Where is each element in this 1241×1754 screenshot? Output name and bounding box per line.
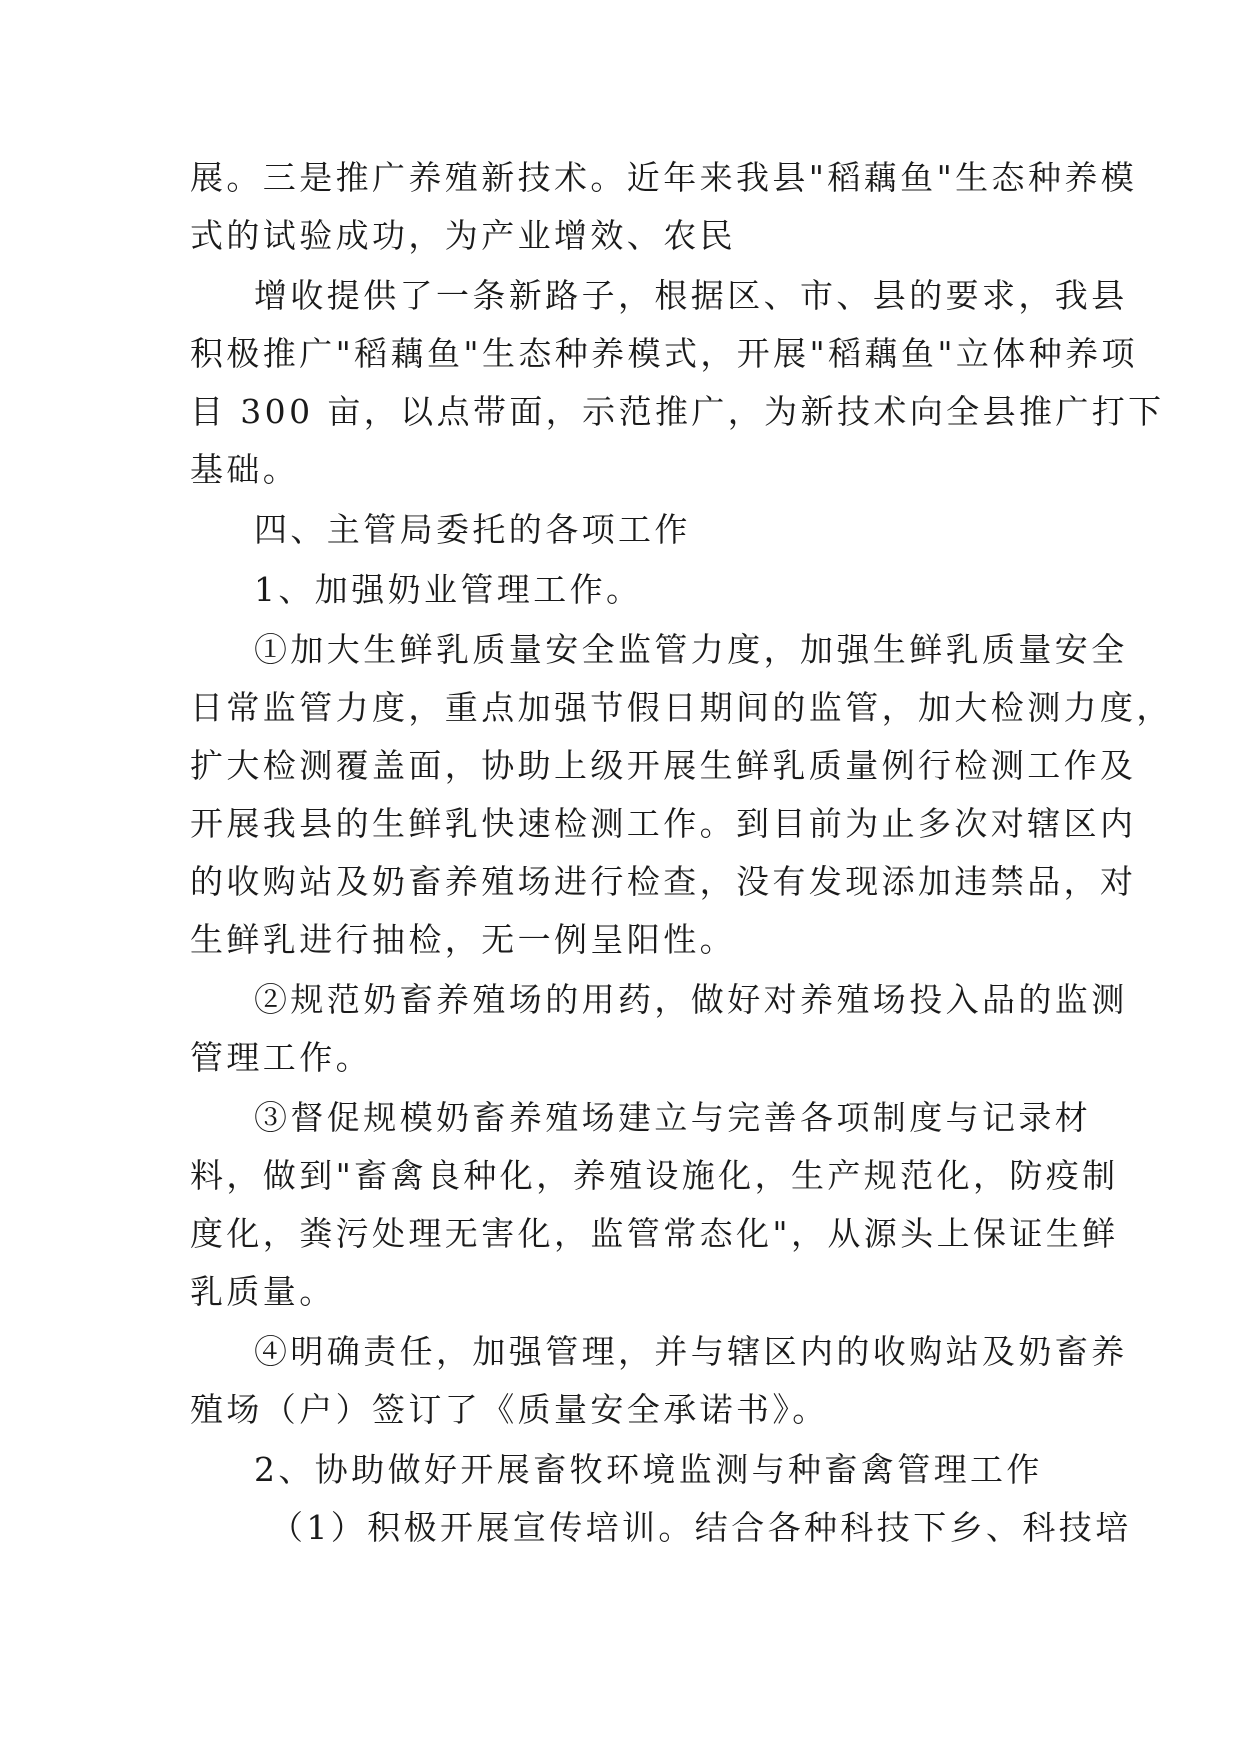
- body-line: 积极推广"稻藕鱼"生态种养模式，开展"稻藕鱼"立体种养项: [190, 334, 1138, 373]
- paragraph-line: ③督促规模奶畜养殖场建立与完善各项制度与记录材: [254, 1098, 1092, 1137]
- body-line: 开展我县的生鲜乳快速检测工作。到目前为止多次对辖区内: [190, 804, 1137, 843]
- body-line: 扩大检测覆盖面，协助上级开展生鲜乳质量例行检测工作及: [190, 746, 1137, 785]
- body-line: 目 300 亩，以点带面，示范推广，为新技术向全县推广打下: [190, 392, 1165, 431]
- paragraph-line: ①加大生鲜乳质量安全监管力度，加强生鲜乳质量安全: [254, 630, 1128, 669]
- body-line: 日常监管力度，重点加强节假日期间的监管，加大检测力度，: [190, 688, 1173, 727]
- body-line: 度化，粪污处理无害化，监管常态化"，从源头上保证生鲜: [190, 1214, 1119, 1253]
- body-line: 料，做到"畜禽良种化，养殖设施化，生产规范化，防疫制: [190, 1156, 1119, 1195]
- body-line: 管理工作。: [190, 1038, 372, 1077]
- body-line: 生鲜乳进行抽检，无一例呈阳性。: [190, 920, 736, 959]
- body-line: 的收购站及奶畜养殖场进行检查，没有发现添加违禁品，对: [190, 862, 1137, 901]
- body-line: 式的试验成功，为产业增效、农民: [190, 216, 736, 255]
- paragraph-line: ②规范奶畜养殖场的用药，做好对养殖场投入品的监测: [254, 980, 1128, 1019]
- body-line: 乳质量。: [190, 1272, 336, 1311]
- subsection-heading: 1、加强奶业管理工作。: [254, 570, 643, 609]
- section-heading: 四、主管局委托的各项工作: [254, 510, 691, 549]
- paragraph-line: 增收提供了一条新路子，根据区、市、县的要求，我县: [254, 276, 1128, 315]
- body-line: 基础。: [190, 450, 300, 489]
- paragraph-line: ④明确责任，加强管理，并与辖区内的收购站及奶畜养: [254, 1332, 1128, 1371]
- body-line: 殖场（户）签订了《质量安全承诺书》。: [190, 1390, 829, 1429]
- body-line: 展。三是推广养殖新技术。近年来我县"稻藕鱼"生态种养模: [190, 158, 1138, 197]
- subsection-heading: 2、协助做好开展畜牧环境监测与种畜禽管理工作: [254, 1450, 1043, 1489]
- paragraph-line: （1）积极开展宣传培训。结合各种科技下乡、科技培: [270, 1508, 1132, 1547]
